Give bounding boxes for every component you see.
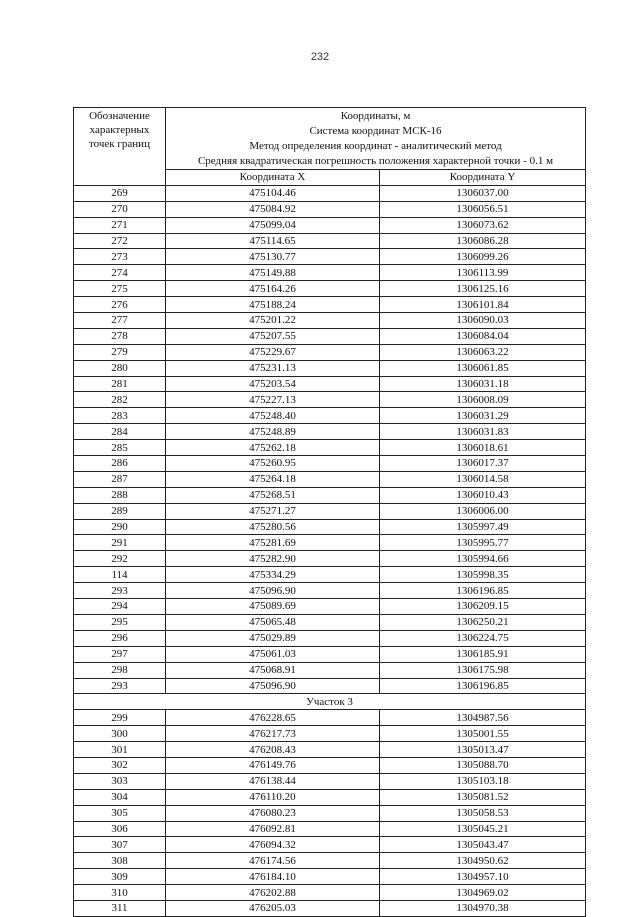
coordinate-y-cell: 1306031.29 (380, 408, 586, 424)
table-row (74, 646, 586, 662)
coordinate-y-cell: 1306090.03 (380, 313, 586, 329)
point-id-cell: 296 (74, 630, 166, 646)
point-id-cell: 297 (74, 646, 166, 662)
table-row (74, 837, 586, 853)
point-id-cell: 298 (74, 662, 166, 678)
coordinate-y-cell: 1306084.04 (380, 328, 586, 344)
coordinate-x-cell: 475262.18 (166, 440, 380, 456)
coordinate-y-cell: 1305088.70 (380, 757, 586, 773)
section-label: Участок 3 (74, 694, 586, 710)
point-id-cell: 284 (74, 424, 166, 440)
coordinate-y-cell: 1306073.62 (380, 217, 586, 233)
coordinate-y-cell: 1306006.00 (380, 503, 586, 519)
point-id-cell: 309 (74, 869, 166, 885)
coordinate-y-cell: 1305997.49 (380, 519, 586, 535)
point-id-cell: 294 (74, 599, 166, 615)
coordinate-y-cell: 1306086.28 (380, 233, 586, 249)
coordinate-y-cell: 1305998.35 (380, 567, 586, 583)
point-id-cell: 303 (74, 773, 166, 789)
coordinate-x-cell: 475096.90 (166, 678, 380, 694)
coordinate-y-cell: 1306125.16 (380, 281, 586, 297)
point-id-cell: 288 (74, 487, 166, 503)
point-id-cell: 292 (74, 551, 166, 567)
point-id-cell: 306 (74, 821, 166, 837)
coordinate-x-cell: 475280.56 (166, 519, 380, 535)
table-row (74, 789, 586, 805)
point-id-cell: 277 (74, 313, 166, 329)
point-id-cell: 274 (74, 265, 166, 281)
point-id-cell: 302 (74, 757, 166, 773)
header-title: Координаты, м (340, 110, 411, 122)
coordinate-y-cell: 1305103.18 (380, 773, 586, 789)
coordinate-y-cell: 1306031.18 (380, 376, 586, 392)
table-row (74, 551, 586, 567)
coordinate-x-cell: 475203.54 (166, 376, 380, 392)
coordinate-x-cell: 475084.92 (166, 201, 380, 217)
point-id-cell: 286 (74, 456, 166, 472)
table-row (74, 471, 586, 487)
table-row (74, 900, 586, 916)
point-id-cell: 308 (74, 853, 166, 869)
coordinate-y-cell: 1306008.09 (380, 392, 586, 408)
coordinate-x-cell: 475061.03 (166, 646, 380, 662)
table-row (74, 821, 586, 837)
point-id-cell: 300 (74, 726, 166, 742)
point-id-cell: 290 (74, 519, 166, 535)
coordinate-y-cell: 1306014.58 (380, 471, 586, 487)
coordinate-y-cell: 1306101.84 (380, 297, 586, 313)
coordinate-y-cell: 1306061.85 (380, 360, 586, 376)
coordinate-y-cell: 1305013.47 (380, 742, 586, 758)
table-row (74, 773, 586, 789)
page-number: 232 (310, 51, 330, 63)
coordinate-x-cell: 475099.04 (166, 217, 380, 233)
table-row (74, 885, 586, 901)
table-row (74, 217, 586, 233)
coordinate-x-cell: 476092.81 (166, 821, 380, 837)
header-method: Метод определения координат - аналитический метод (249, 140, 502, 152)
section-row (74, 694, 586, 710)
point-id-cell: 270 (74, 201, 166, 217)
header-left-line: Обозначение (89, 110, 150, 122)
point-id-cell: 305 (74, 805, 166, 821)
point-id-cell: 304 (74, 789, 166, 805)
coordinate-x-cell: 476205.03 (166, 900, 380, 916)
point-id-cell: 280 (74, 360, 166, 376)
table-row (74, 742, 586, 758)
point-id-cell: 285 (74, 440, 166, 456)
table-row (74, 487, 586, 503)
coordinate-x-cell: 475068.91 (166, 662, 380, 678)
point-id-cell: 275 (74, 281, 166, 297)
coordinate-y-cell: 1306063.22 (380, 344, 586, 360)
point-id-cell: 293 (74, 678, 166, 694)
point-id-cell: 281 (74, 376, 166, 392)
table-row (74, 853, 586, 869)
point-id-cell: 299 (74, 710, 166, 726)
coordinate-x-cell: 476174.56 (166, 853, 380, 869)
point-id-cell: 282 (74, 392, 166, 408)
table-row (74, 503, 586, 519)
table-row (74, 662, 586, 678)
coordinate-x-cell: 475227.13 (166, 392, 380, 408)
header-left-line: точек границ (89, 138, 150, 150)
coordinate-y-cell: 1304957.10 (380, 869, 586, 885)
header-accuracy: Средняя квадратическая погрешность положения характерной точки - 0.1 м (197, 155, 554, 167)
coordinate-y-cell: 1306224.75 (380, 630, 586, 646)
point-id-cell: 272 (74, 233, 166, 249)
coordinate-x-cell: 476110.20 (166, 789, 380, 805)
table-row (74, 281, 586, 297)
coordinate-x-cell: 475248.89 (166, 424, 380, 440)
point-id-cell: 271 (74, 217, 166, 233)
coordinate-y-cell: 1306250.21 (380, 614, 586, 630)
coordinate-x-cell: 476080.23 (166, 805, 380, 821)
point-id-cell: 269 (74, 185, 166, 201)
coordinate-x-cell: 476149.76 (166, 757, 380, 773)
coordinate-y-cell: 1306196.85 (380, 583, 586, 599)
point-id-cell: 289 (74, 503, 166, 519)
point-id-cell: 283 (74, 408, 166, 424)
table-row (74, 360, 586, 376)
point-id-cell: 307 (74, 837, 166, 853)
coordinate-x-cell: 475089.69 (166, 599, 380, 615)
coordinate-x-cell: 476184.10 (166, 869, 380, 885)
table-row (74, 456, 586, 472)
coordinate-x-cell: 475104.46 (166, 185, 380, 201)
coordinate-y-cell: 1305001.55 (380, 726, 586, 742)
header-row (74, 108, 586, 170)
point-id-cell: 287 (74, 471, 166, 487)
point-id-cell: 295 (74, 614, 166, 630)
coordinate-y-cell: 1306099.26 (380, 249, 586, 265)
coordinate-x-cell: 475188.24 (166, 297, 380, 313)
table-row (74, 726, 586, 742)
point-id-cell: 278 (74, 328, 166, 344)
point-designation-header (74, 108, 166, 186)
table-row (74, 805, 586, 821)
coordinate-y-cell: 1305081.52 (380, 789, 586, 805)
table-row (74, 614, 586, 630)
coordinate-y-cell: 1306196.85 (380, 678, 586, 694)
coordinate-y-cell: 1306037.00 (380, 185, 586, 201)
coordinates-table (73, 107, 586, 917)
coordinate-x-cell: 475130.77 (166, 249, 380, 265)
coordinate-y-cell: 1304970.38 (380, 900, 586, 916)
table-row (74, 408, 586, 424)
table-row (74, 599, 586, 615)
coordinate-y-cell: 1306056.51 (380, 201, 586, 217)
table-row (74, 376, 586, 392)
table-row (74, 265, 586, 281)
coordinate-x-cell: 475271.27 (166, 503, 380, 519)
point-id-cell: 291 (74, 535, 166, 551)
coordinate-x-cell: 476094.32 (166, 837, 380, 853)
coordinate-y-cell: 1306113.99 (380, 265, 586, 281)
coordinate-y-cell: 1306018.61 (380, 440, 586, 456)
column-header-x: Координата X (166, 170, 380, 186)
coordinate-x-cell: 475281.69 (166, 535, 380, 551)
table-row (74, 757, 586, 773)
coordinate-x-cell: 475029.89 (166, 630, 380, 646)
table-row (74, 440, 586, 456)
coordinate-x-cell: 475268.51 (166, 487, 380, 503)
coordinate-x-cell: 475201.22 (166, 313, 380, 329)
coordinate-x-cell: 475207.55 (166, 328, 380, 344)
coordinate-x-cell: 475065.48 (166, 614, 380, 630)
point-id-cell: 114 (74, 567, 166, 583)
point-id-cell: 293 (74, 583, 166, 599)
table-row (74, 201, 586, 217)
coordinate-x-cell: 475334.29 (166, 567, 380, 583)
table-row (74, 535, 586, 551)
coordinate-x-cell: 476217.73 (166, 726, 380, 742)
point-id-cell: 301 (74, 742, 166, 758)
coordinate-y-cell: 1306017.37 (380, 456, 586, 472)
coordinate-x-cell: 475096.90 (166, 583, 380, 599)
coordinate-y-cell: 1305995.77 (380, 535, 586, 551)
coordinate-y-cell: 1306185.91 (380, 646, 586, 662)
coordinate-x-cell: 475282.90 (166, 551, 380, 567)
coordinate-y-cell: 1305043.47 (380, 837, 586, 853)
coordinate-x-cell: 476228.65 (166, 710, 380, 726)
point-id-cell: 276 (74, 297, 166, 313)
coordinate-x-cell: 475260.95 (166, 456, 380, 472)
table-row (74, 297, 586, 313)
coordinate-x-cell: 475149.88 (166, 265, 380, 281)
coordinate-y-cell: 1304969.02 (380, 885, 586, 901)
table-row (74, 344, 586, 360)
table-row (74, 185, 586, 201)
table-row (74, 630, 586, 646)
coordinate-y-cell: 1305045.21 (380, 821, 586, 837)
coordinate-x-cell: 476208.43 (166, 742, 380, 758)
coordinate-y-cell: 1304950.62 (380, 853, 586, 869)
header-left-line: характерных (89, 124, 150, 136)
coordinate-y-cell: 1306031.83 (380, 424, 586, 440)
coordinate-x-cell: 475114.65 (166, 233, 380, 249)
coordinate-y-cell: 1304987.56 (380, 710, 586, 726)
coordinate-x-cell: 475229.67 (166, 344, 380, 360)
coordinate-x-cell: 475248.40 (166, 408, 380, 424)
point-id-cell: 310 (74, 885, 166, 901)
coordinate-x-cell: 475264.18 (166, 471, 380, 487)
coordinate-x-cell: 475164.26 (166, 281, 380, 297)
table-row (74, 313, 586, 329)
table-row (74, 392, 586, 408)
table-row (74, 519, 586, 535)
table-row (74, 249, 586, 265)
table-row (74, 869, 586, 885)
column-header-y: Координата Y (380, 170, 586, 186)
table-row (74, 678, 586, 694)
coordinate-y-cell: 1306175.98 (380, 662, 586, 678)
point-id-cell: 311 (74, 900, 166, 916)
coordinate-x-cell: 476202.88 (166, 885, 380, 901)
table-row (74, 567, 586, 583)
coordinate-y-cell: 1306209.15 (380, 599, 586, 615)
table-row (74, 424, 586, 440)
header-coordinate-system: Система координат МСК-16 (309, 125, 442, 137)
table-row (74, 710, 586, 726)
coordinate-x-cell: 476138.44 (166, 773, 380, 789)
coordinate-y-cell: 1305058.53 (380, 805, 586, 821)
coordinate-y-cell: 1306010.43 (380, 487, 586, 503)
table-row (74, 328, 586, 344)
coordinate-x-cell: 475231.13 (166, 360, 380, 376)
table-row (74, 233, 586, 249)
coordinates-header (166, 108, 586, 170)
point-id-cell: 279 (74, 344, 166, 360)
coordinate-y-cell: 1305994.66 (380, 551, 586, 567)
table-row (74, 583, 586, 599)
point-id-cell: 273 (74, 249, 166, 265)
